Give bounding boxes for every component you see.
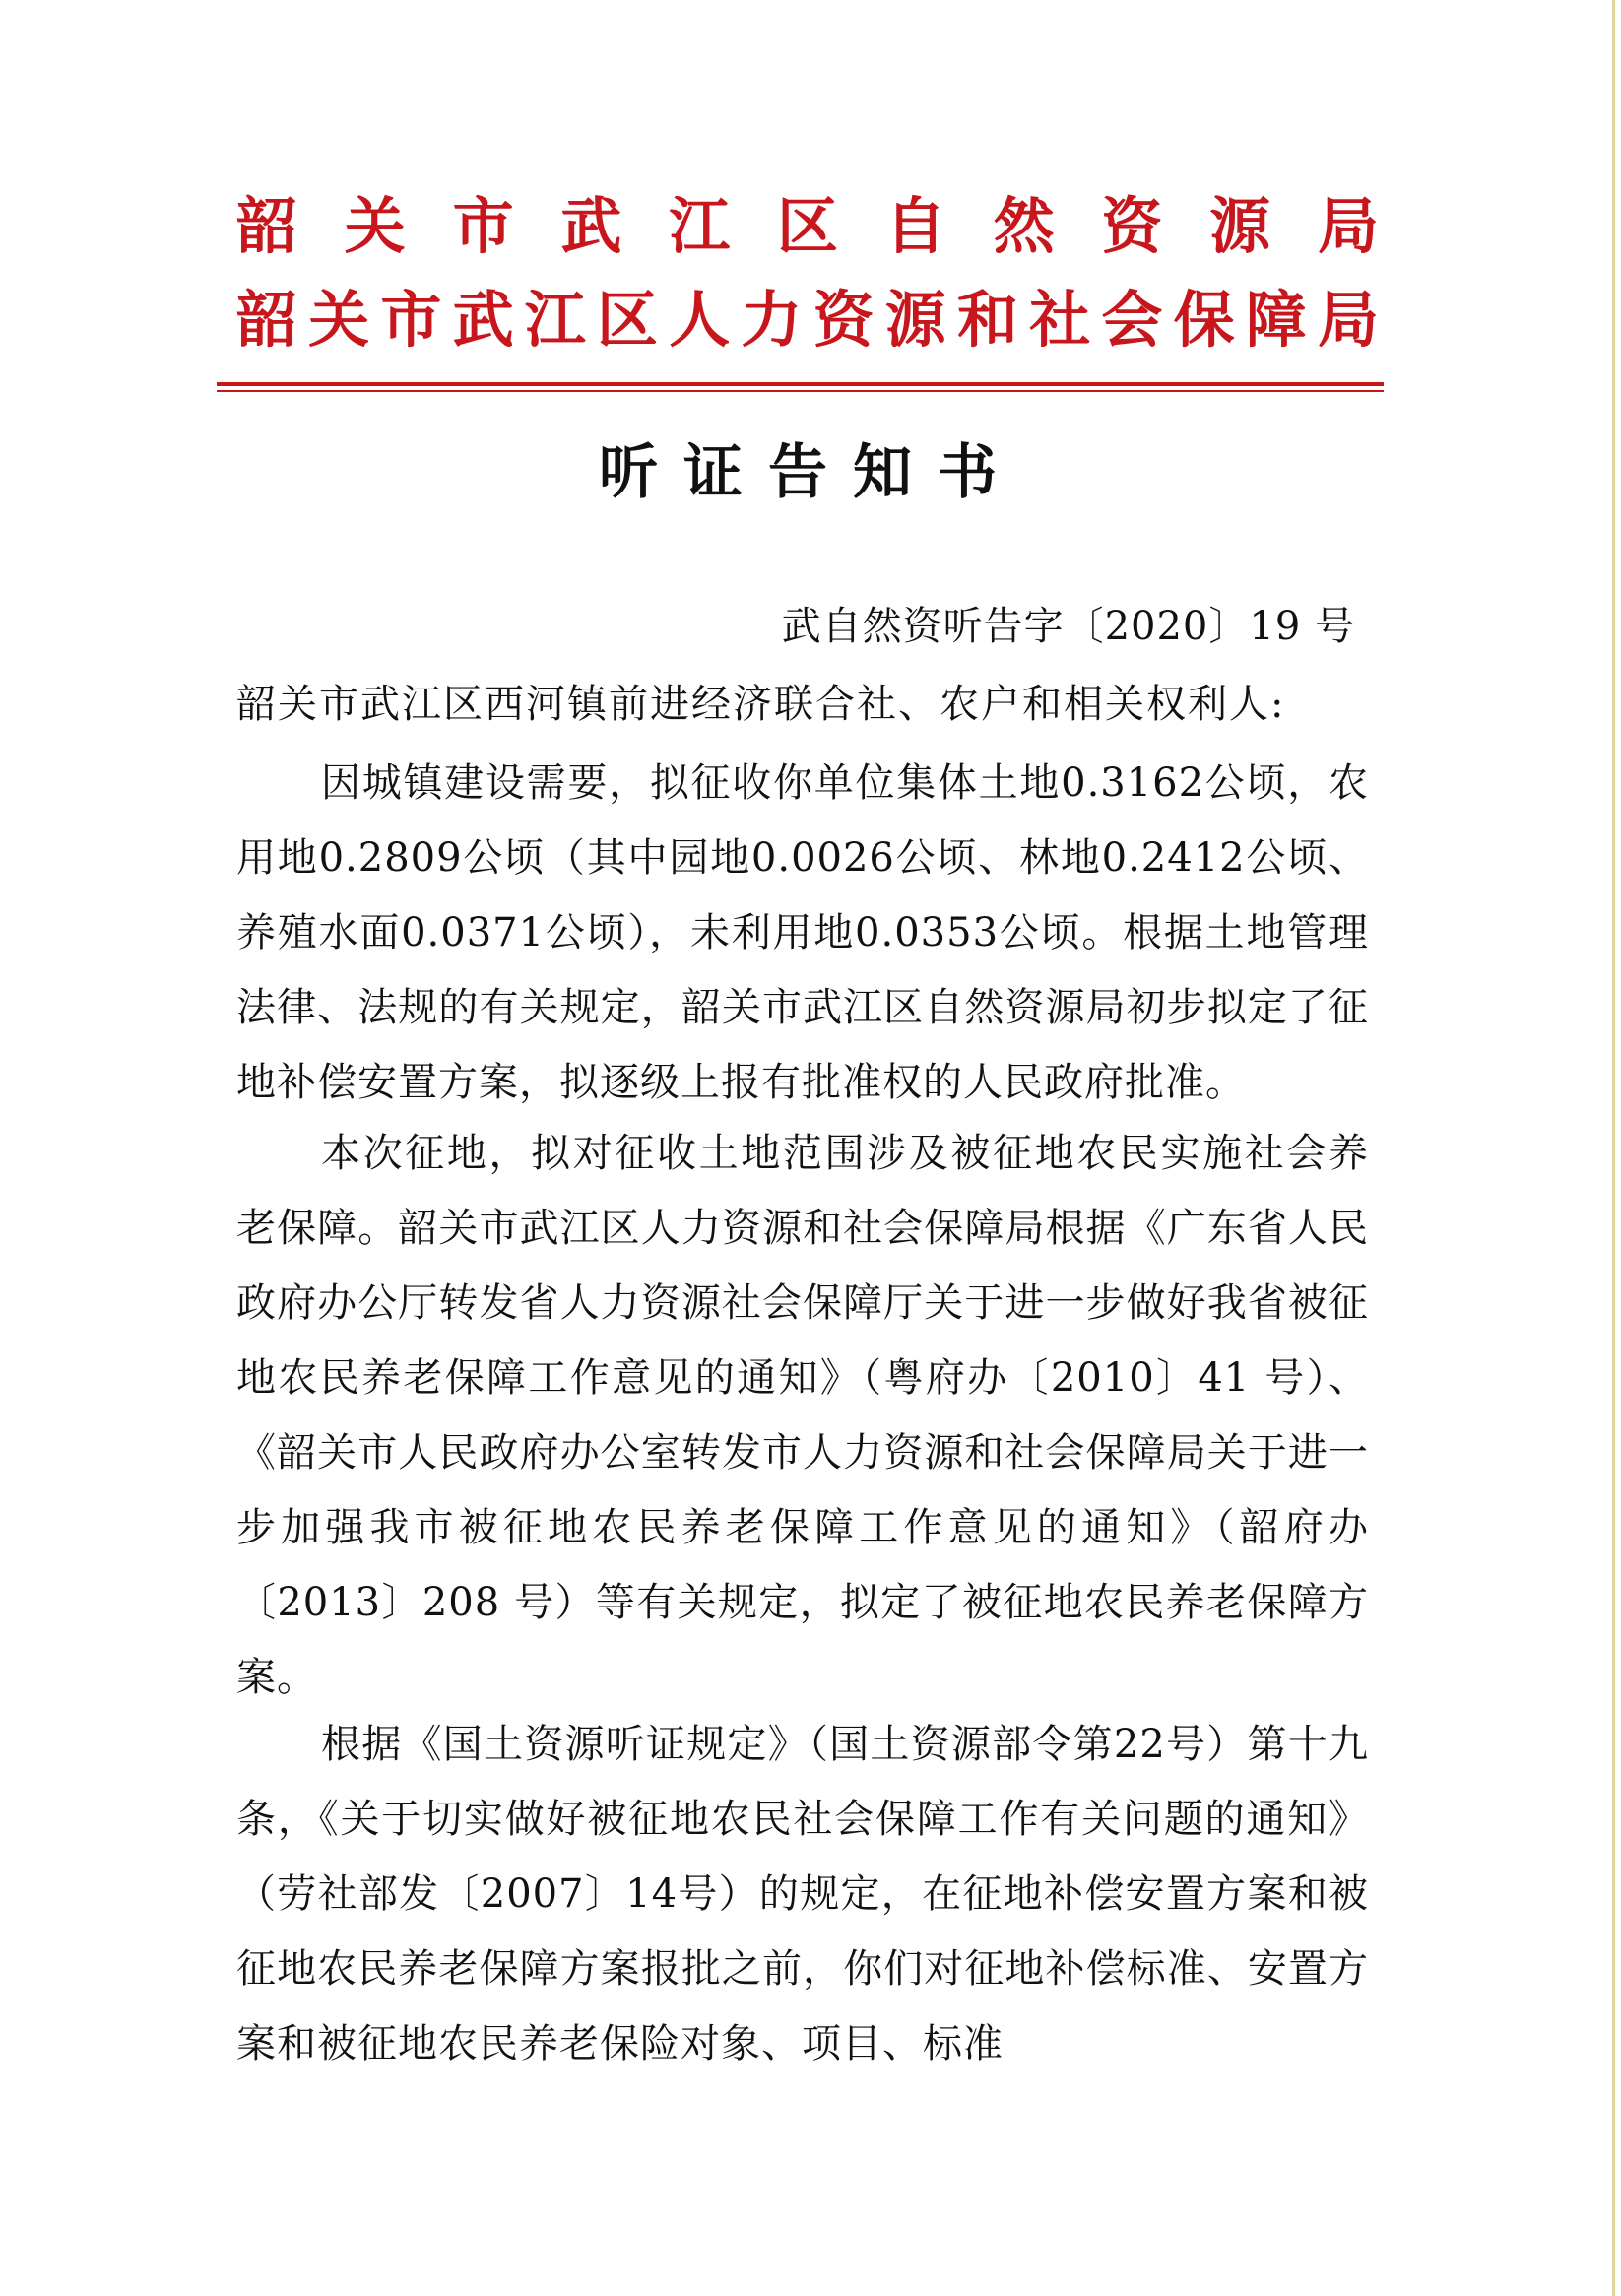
paragraph-land-acquisition: 因城镇建设需要，拟征收你单位集体土地0.3162公顷，农用地0.2809公顷（其中园地0.0026公顷、林地0.2412公顷、养殖水面0.0371公顷），未利用地0.0353公顷。根据土地管理法律、法规的有关规定，韶关市武江区自然资源局初步拟定了征地补偿安置方案，拟逐级上报有批准权的人民政府批准。 [236, 760, 1369, 1105]
addressee: 韶关市武江区西河镇前进经济联合社、农户和相关权利人: [236, 682, 1286, 727]
page-edge [1612, 0, 1615, 2296]
paragraph-hearing-rights: 根据《国土资源听证规定》（国土资源部令第22号）第十九条，《关于切实做好被征地农民社会保障工作有关问题的通知》（劳社部发〔2007〕14号）的规定，在征地补偿安置方案和被征地农民养老保障方案报批之前，你们对征地补偿标准、安置方案和被征地农民养老保险对象、项目、标准 [236, 1722, 1369, 2066]
document-title: 听证告知书 [599, 438, 1022, 507]
header-divider [217, 382, 1384, 386]
document-number: 武自然资听告字〔2020〕19 号 [781, 604, 1355, 649]
header-divider-thin [217, 390, 1384, 392]
issuer-name-human-resources: 韶关市武江区人力资源和社会保障局 [236, 284, 1379, 356]
issuer-name-natural-resources: 韶关市武江区自然资源局 [236, 190, 1379, 262]
paragraph-pension-security: 本次征地，拟对征收土地范围涉及被征地农民实施社会养老保障。韶关市武江区人力资源和社会保障局根据《广东省人民政府办公厅转发省人力资源社会保障厅关于进一步做好我省被征地农民养老保障工作意见的通知》（粤府办〔2010〕41 号）、《韶关市人民政府办公室转发市人力资源和社会保障局关于进一步加强我市被征地农民养老保障工作意见的通知》（韶府办〔2013〕208 号）等有关规定，拟定了被征地农民养老保障方案。 [236, 1131, 1369, 1700]
